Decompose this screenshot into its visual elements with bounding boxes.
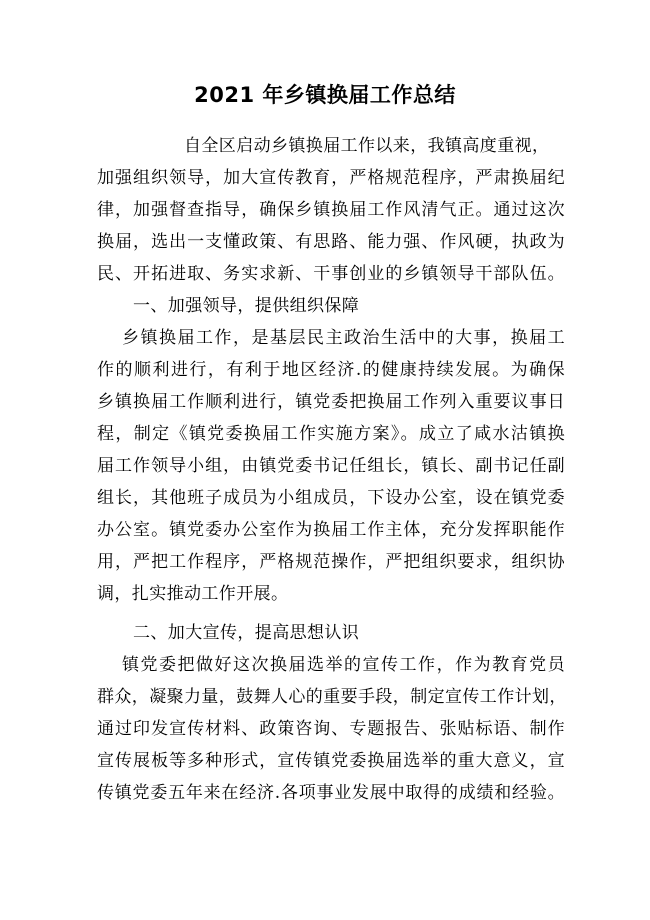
document-body <box>97 130 565 809</box>
text-line: 用，严把工作程序，严格规范操作，严把组织要求，组织协 <box>97 552 565 572</box>
text-line: 届工作领导小组，由镇党委书记任组长，镇长、副书记任副 <box>97 456 565 476</box>
intro-paragraph <box>97 130 565 290</box>
section-2-paragraph <box>97 649 565 809</box>
section-heading-2: 二、加大宣传，提高思想认识 <box>133 623 360 643</box>
text-line: 乡镇换届工作顺利进行，镇党委把换届工作列入重要议事日 <box>97 392 565 412</box>
text-line: 镇党委把做好这次换届选举的宣传工作，作为教育党员 <box>122 655 565 675</box>
text-line: 换届，选出一支懂政策、有思路、能力强、作风硬，执政为 <box>97 232 565 252</box>
text-line: 调，扎实推动工作开展。 <box>97 584 289 604</box>
text-line: 自全区启动乡镇换届工作以来，我镇高度重视， <box>184 136 550 156</box>
document-title: 2021 年乡镇换届工作总结 <box>194 83 456 107</box>
text-line: 通过印发宣传材料、政策咨询、专题报告、张贴标语、制作 <box>97 719 565 739</box>
section-heading-1: 一、加强领导，提供组织保障 <box>133 296 360 316</box>
text-line: 群众，凝聚力量，鼓舞人心的重要手段，制定宣传工作计划， <box>97 687 567 707</box>
text-line: 作的顺利进行，有利于地区经济.的健康持续发展。为确保 <box>97 360 565 380</box>
text-line: 律，加强督查指导，确保乡镇换届工作风清气正。通过这次 <box>97 200 565 220</box>
text-line: 民、开拓进取、务实求新、干事创业的乡镇领导干部队伍。 <box>97 264 565 284</box>
text-line: 乡镇换届工作，是基层民主政治生活中的大事，换届工 <box>122 328 565 348</box>
section-1-paragraph <box>97 322 565 610</box>
text-line: 程，制定《镇党委换届工作实施方案》。成立了咸水沽镇换 <box>97 424 565 444</box>
text-line: 办公室。镇党委办公室作为换届工作主体，充分发挥职能作 <box>97 520 565 540</box>
text-line: 宣传展板等多种形式，宣传镇党委换届选举的重大意义，宣 <box>97 751 565 771</box>
text-line: 组长，其他班子成员为小组成员，下设办公室，设在镇党委 <box>97 488 565 508</box>
text-line: 传镇党委五年来在经济.各项事业发展中取得的成绩和经验。 <box>97 783 565 803</box>
text-line: 加强组织领导，加大宣传教育，严格规范程序，严肃换届纪 <box>97 168 565 188</box>
